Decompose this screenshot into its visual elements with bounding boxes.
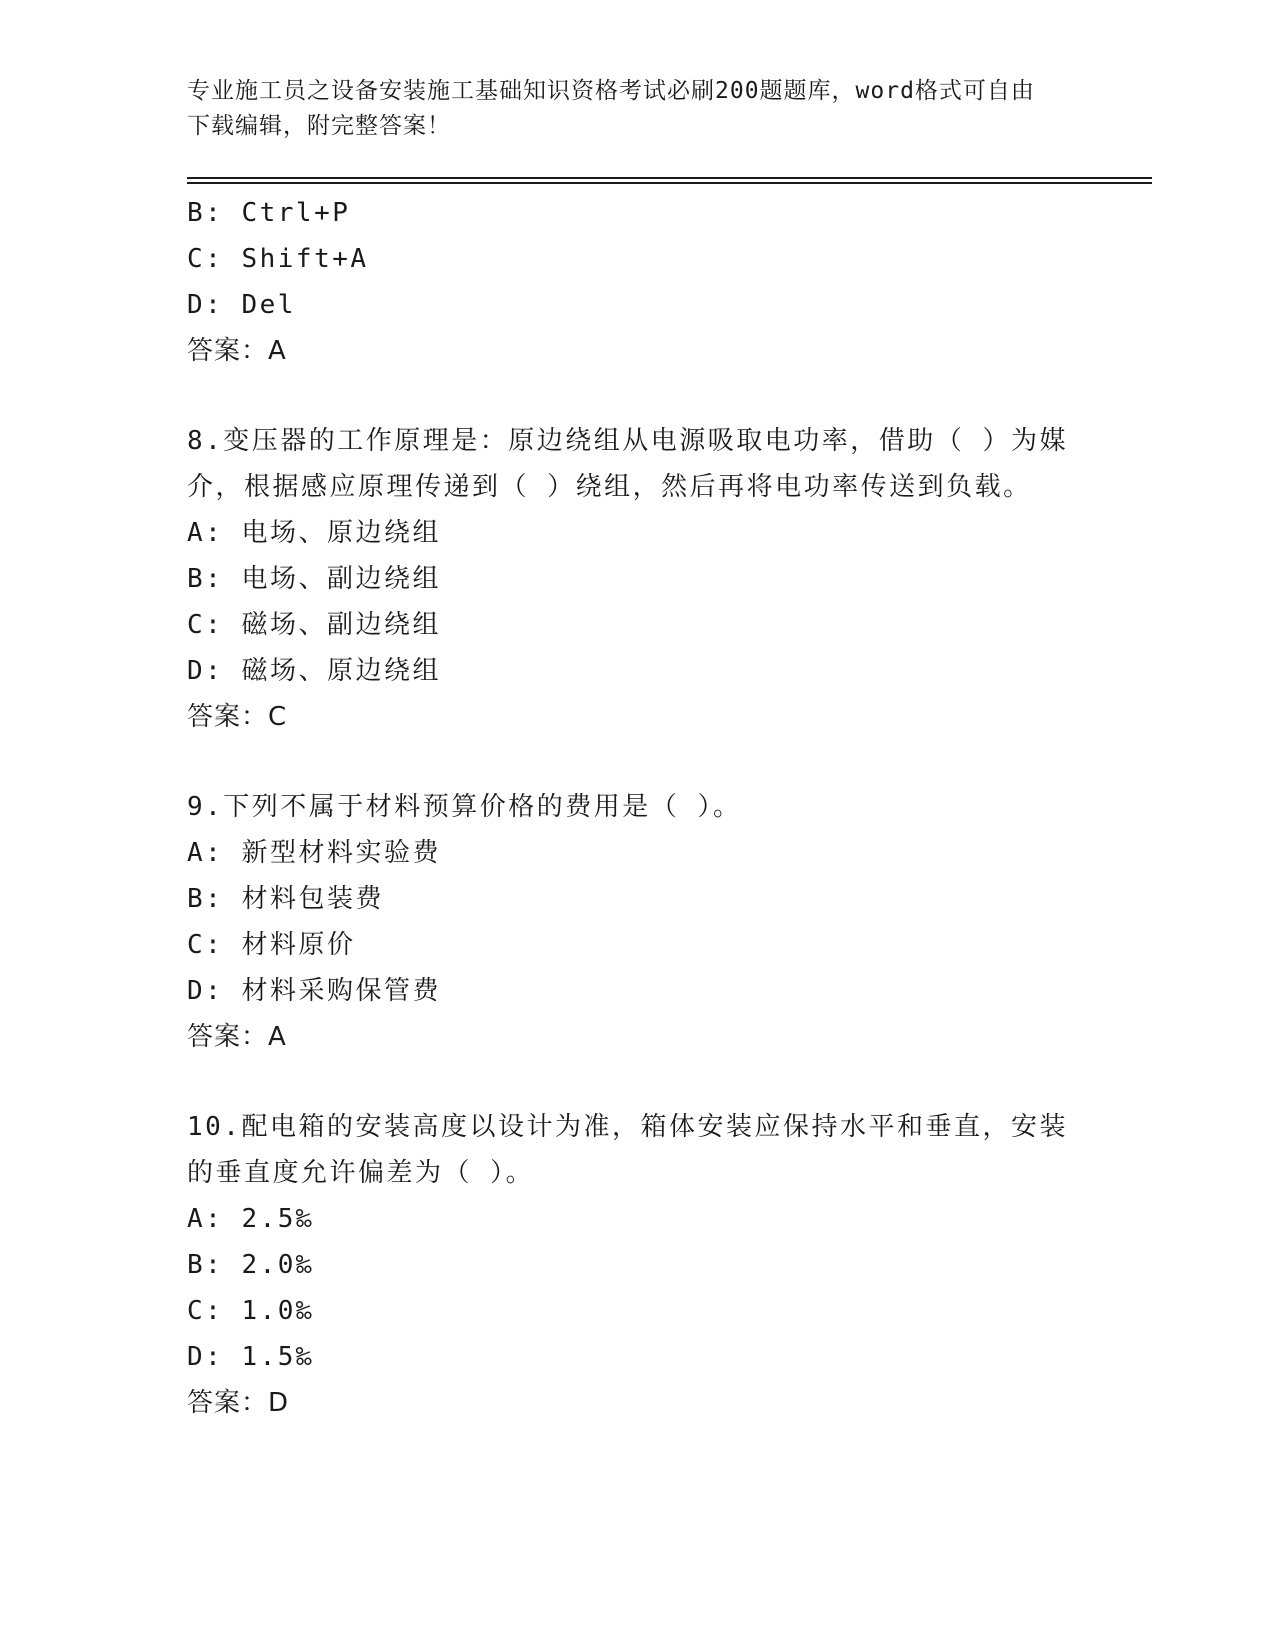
header-rule-bottom: [187, 182, 1152, 184]
question-9: [187, 784, 1087, 1060]
option-b: B: 2.0‰: [187, 1250, 315, 1280]
option-d: D: 1.5‰: [187, 1342, 315, 1372]
option-c: C: 1.0‰: [187, 1296, 315, 1326]
header-line-1: 专业施工员之设备安装施工基础知识资格考试必刷200题题库，word格式可自由: [187, 78, 1035, 104]
question-text-line: 9.下列不属于材料预算价格的费用是（ ）。: [187, 792, 742, 822]
question-text-line: 10.配电箱的安装高度以设计为准，箱体安装应保持水平和垂直，安装: [187, 1112, 1068, 1142]
answer-line: 答案：A: [187, 1022, 287, 1052]
question-text: [187, 1104, 1087, 1196]
question-7-continued: [187, 190, 1087, 374]
question-text: [187, 784, 1087, 830]
question-text: [187, 418, 1087, 510]
question-text-line: 的垂直度允许偏差为（ ）。: [187, 1158, 535, 1188]
answer-line: 答案：D: [187, 1388, 290, 1418]
question-list: [187, 190, 1087, 1426]
option-b: B: 电场、副边绕组: [187, 564, 441, 594]
option-a: A: 2.5‰: [187, 1204, 315, 1234]
question-8: [187, 418, 1087, 740]
header-rule-top: [187, 177, 1152, 179]
option-c: C: 材料原价: [187, 930, 356, 960]
option-b: B: Ctrl+P: [187, 198, 351, 228]
option-a: A: 新型材料实验费: [187, 838, 441, 868]
document-header: [187, 74, 1067, 144]
option-a: A: 电场、原边绕组: [187, 518, 441, 548]
option-d: D: 磁场、原边绕组: [187, 656, 441, 686]
option-c: C: Shift+A: [187, 244, 369, 274]
question-text-line: 8.变压器的工作原理是：原边绕组从电源吸取电功率，借助（ ）为媒: [187, 426, 1068, 456]
answer-line: 答案：A: [187, 336, 287, 366]
option-d: D: 材料采购保管费: [187, 976, 441, 1006]
option-b: B: 材料包装费: [187, 884, 384, 914]
question-text-line: 介，根据感应原理传递到（ ）绕组，然后再将电功率传送到负载。: [187, 472, 1032, 502]
header-line-2: 下载编辑，附完整答案！: [187, 113, 451, 139]
answer-line: 答案：C: [187, 702, 288, 732]
option-d: D: Del: [187, 290, 296, 320]
question-10: [187, 1104, 1087, 1426]
option-c: C: 磁场、副边绕组: [187, 610, 441, 640]
